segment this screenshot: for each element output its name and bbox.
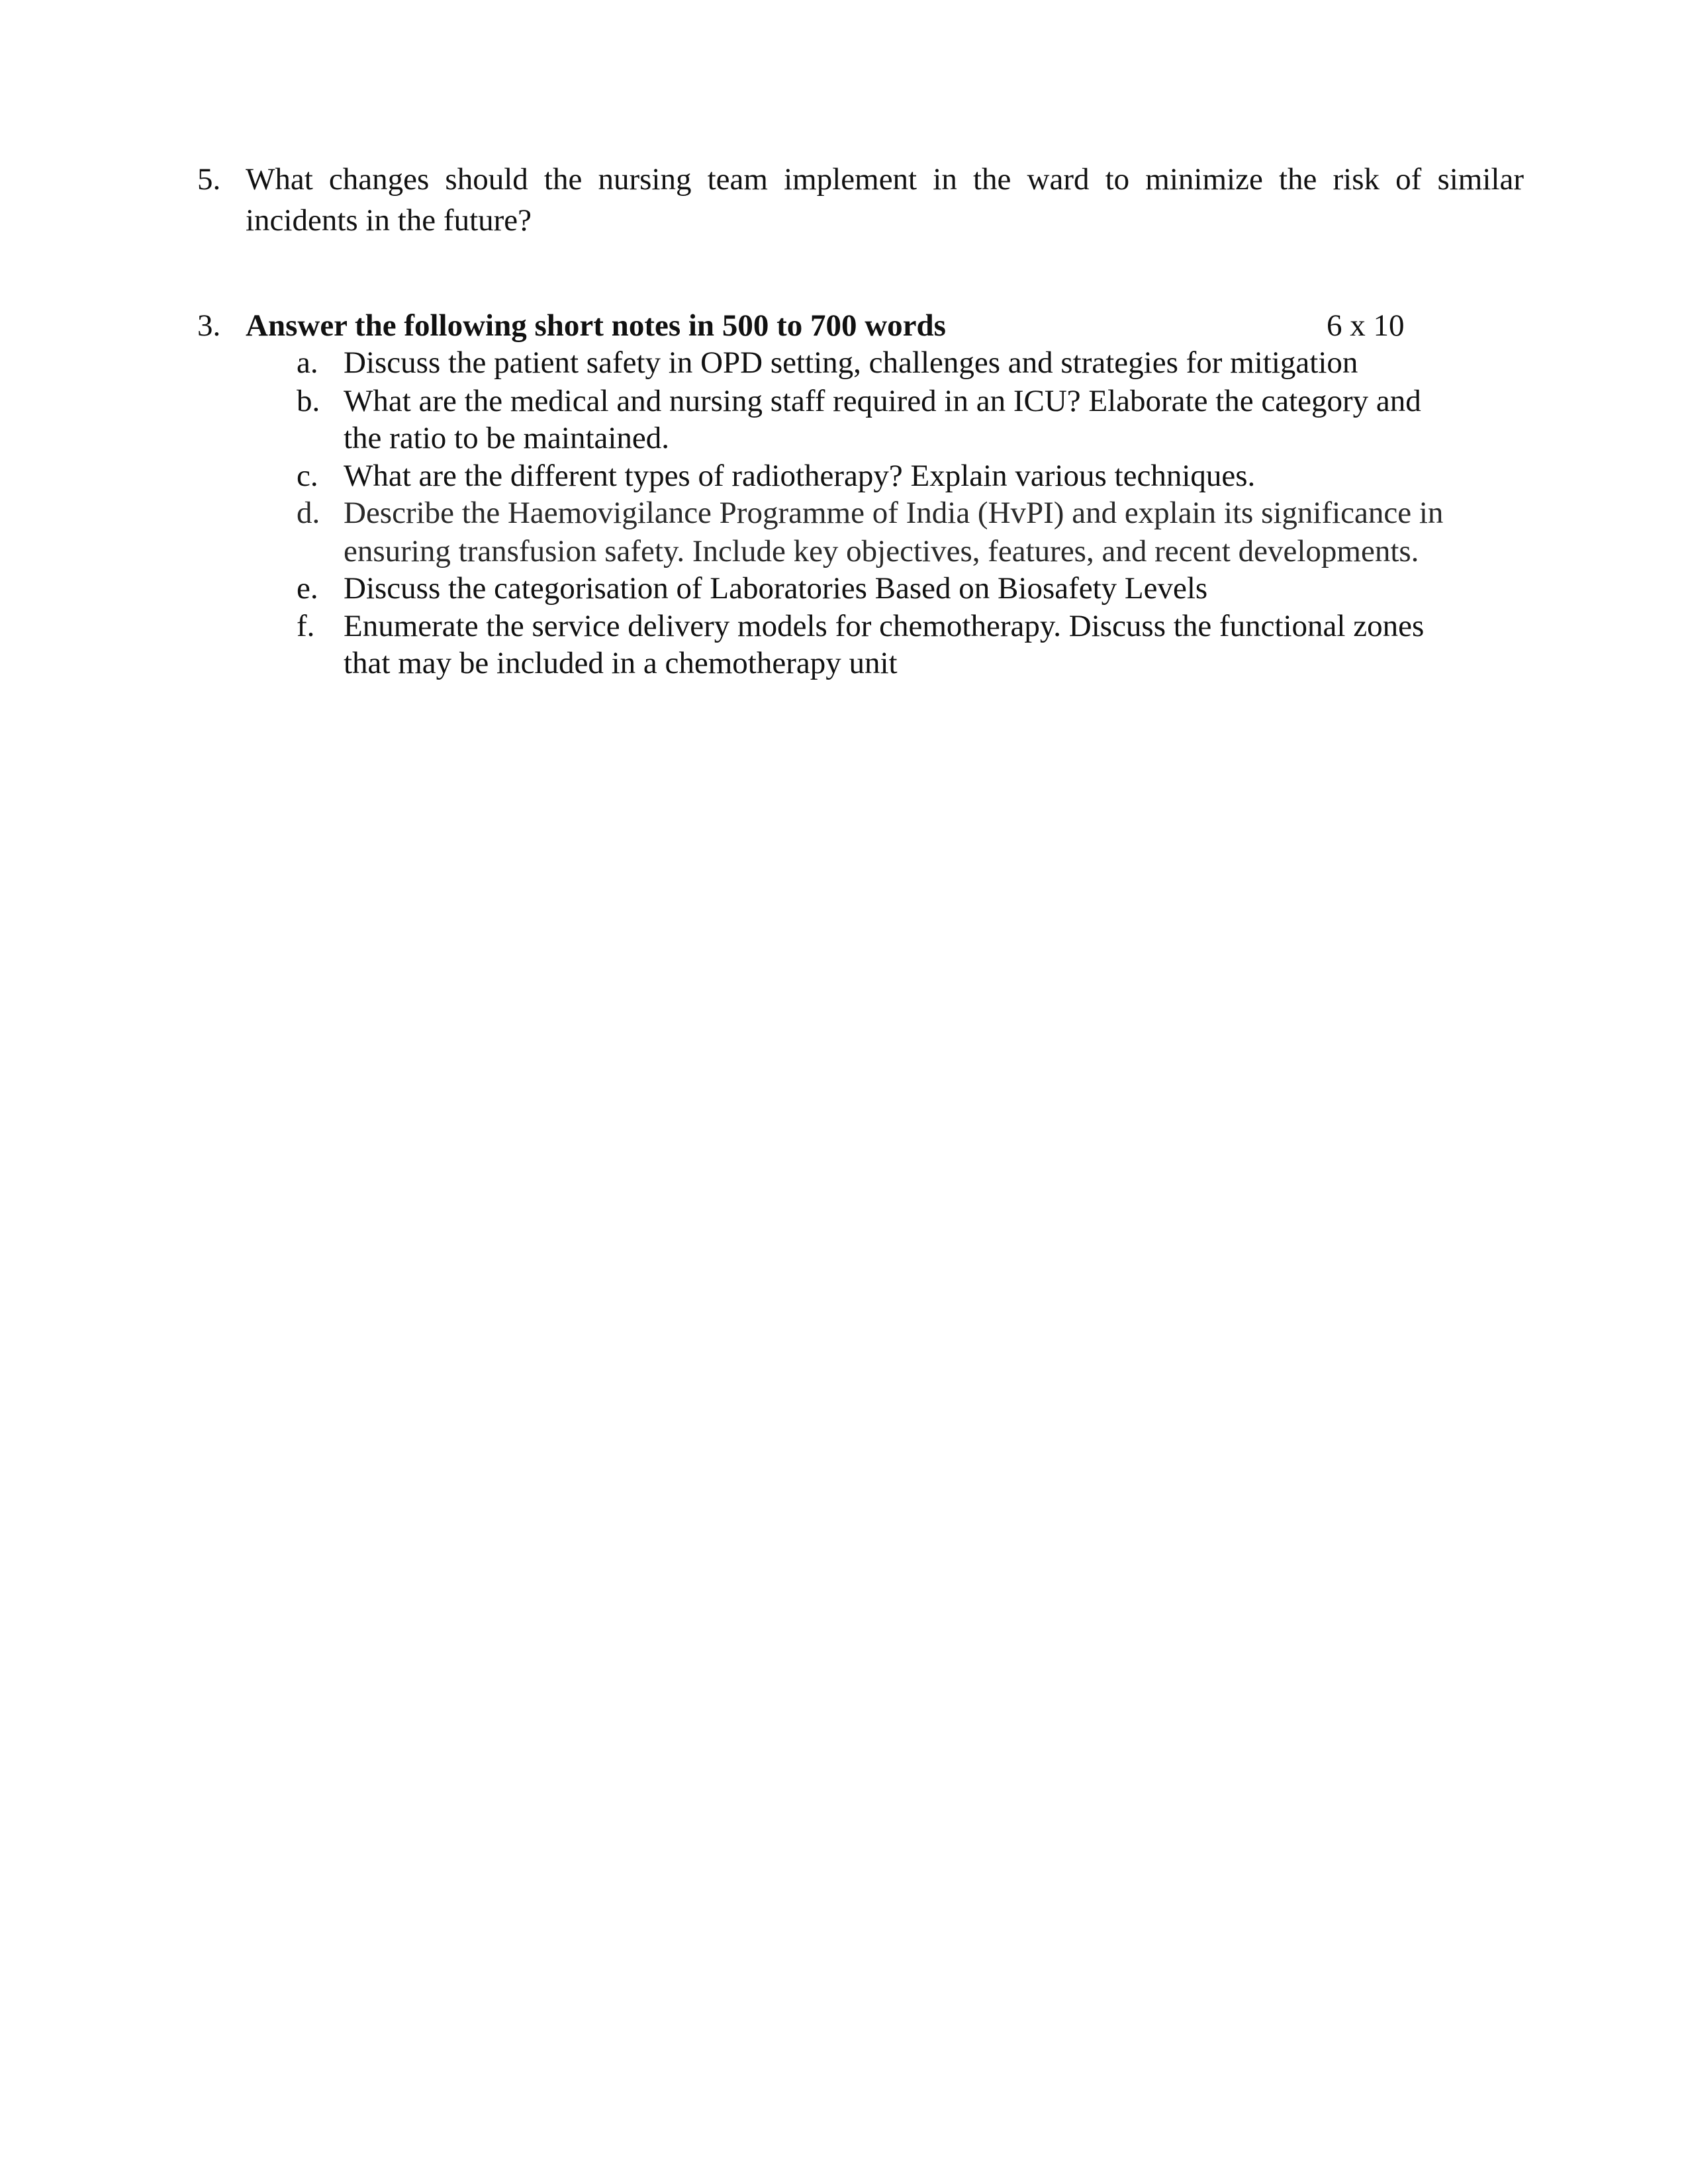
sub-question-text-line-1: Enumerate the service delivery models for chemotherapy. Discuss the functional zones bbox=[344, 609, 1425, 643]
sub-question-text-line-1: What are the different types of radiotherapy? Explain various techniques. bbox=[344, 459, 1256, 493]
sub-question-text-line-2: that may be included in a chemotherapy unit bbox=[344, 646, 898, 680]
question-text-line-1: What changes should the nursing team implement in the ward to minimize the risk of similar bbox=[246, 162, 1524, 197]
sub-question-letter: e. bbox=[297, 571, 318, 606]
sub-question-text-line-2: ensuring transfusion safety. Include key objectives, features, and recent developments. bbox=[344, 534, 1419, 569]
sub-question-text-line-1: Discuss the patient safety in OPD setting, challenges and strategies for mitigation bbox=[344, 345, 1358, 380]
sub-question-letter: b. bbox=[297, 384, 320, 418]
sub-question-letter: c. bbox=[297, 459, 318, 493]
sub-question-letter: a. bbox=[297, 345, 318, 380]
sub-question-text-line-1: What are the medical and nursing staff required in an ICU? Elaborate the category and bbox=[344, 384, 1421, 418]
section-heading: Answer the following short notes in 500 to 700 words bbox=[246, 308, 946, 343]
sub-question-text-line-1: Discuss the categorisation of Laboratories Based on Biosafety Levels bbox=[344, 571, 1208, 606]
question-number: 5. bbox=[197, 162, 221, 197]
sub-question-letter: d. bbox=[297, 496, 320, 530]
question-text-line-2: incidents in the future? bbox=[246, 203, 532, 238]
section-marks: 6 x 10 bbox=[1327, 308, 1405, 343]
sub-question-text-line-2: the ratio to be maintained. bbox=[344, 421, 670, 455]
section-number: 3. bbox=[197, 308, 221, 343]
sub-question-letter: f. bbox=[297, 609, 315, 643]
sub-question-text-line-1: Describe the Haemovigilance Programme of India (HvPI) and explain its significance in bbox=[344, 496, 1444, 530]
